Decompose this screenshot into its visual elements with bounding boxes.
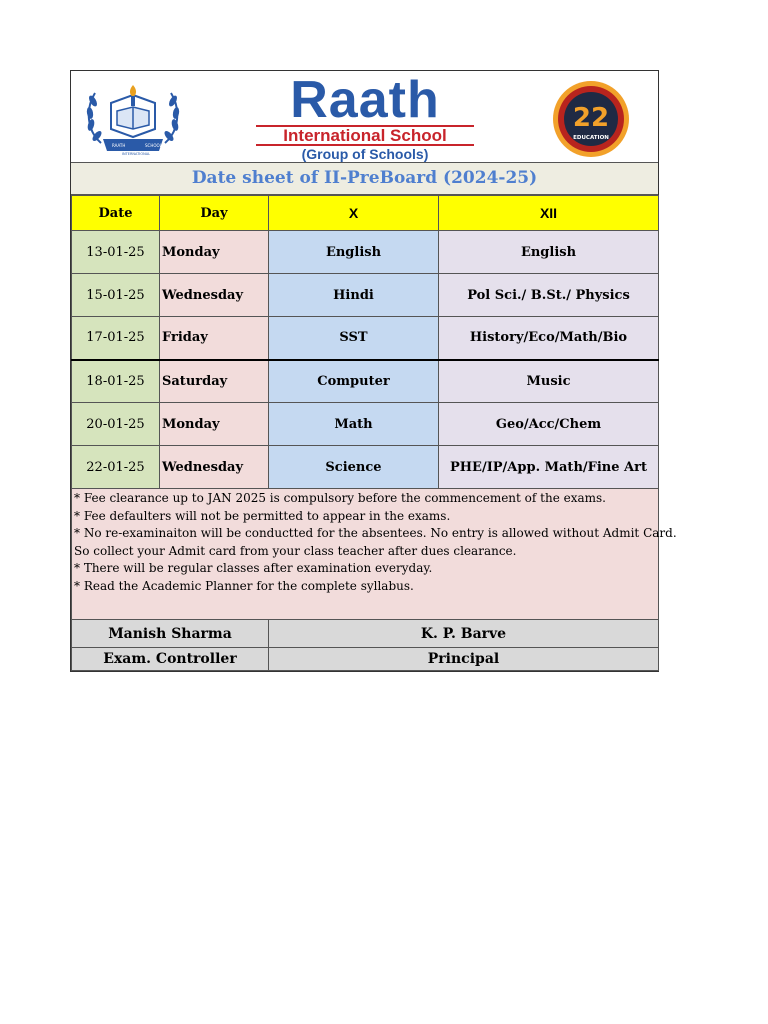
header-date: Date bbox=[72, 196, 160, 231]
table-row bbox=[72, 446, 659, 489]
header-class-xii: XII bbox=[439, 196, 659, 231]
header-class-x: X bbox=[269, 196, 439, 231]
school-subtitle: International School bbox=[256, 125, 474, 146]
row-date: 13-01-25 bbox=[72, 231, 160, 274]
exam-controller-role: Exam. Controller bbox=[72, 648, 269, 671]
row-subject-xii: Geo/Acc/Chem bbox=[439, 403, 659, 446]
row-date: 18-01-25 bbox=[72, 360, 160, 403]
row-date: 20-01-25 bbox=[72, 403, 160, 446]
exam-schedule-table bbox=[71, 195, 677, 671]
table-row bbox=[72, 403, 659, 446]
notes-row bbox=[72, 489, 659, 620]
row-day: Wednesday bbox=[160, 274, 269, 317]
note-line: So collect your Admit card from your class teacher after dues clearance. bbox=[74, 543, 517, 558]
signatory-roles-row bbox=[72, 648, 659, 671]
school-group: (Group of Schools) bbox=[301, 146, 429, 162]
school-name: Raath bbox=[290, 71, 440, 129]
row-day: Wednesday bbox=[160, 446, 269, 489]
row-date: 17-01-25 bbox=[72, 317, 160, 360]
school-crest-logo bbox=[81, 81, 185, 155]
note-line: * There will be regular classes after examination everyday. bbox=[74, 561, 433, 575]
row-subject-xii: History/Eco/Math/Bio bbox=[439, 317, 659, 360]
note-line: * Fee clearance up to JAN 2025 is compulsory before the commencement of the exams. bbox=[74, 491, 606, 505]
row-subject-x: English bbox=[269, 231, 439, 274]
row-day: Monday bbox=[160, 403, 269, 446]
school-brand bbox=[254, 71, 476, 162]
row-day: Friday bbox=[160, 317, 269, 360]
exam-controller-name: Manish Sharma bbox=[72, 620, 269, 648]
crest-text-school: SCHOOL bbox=[145, 143, 162, 148]
table-row bbox=[72, 360, 659, 403]
table-row bbox=[72, 231, 659, 274]
row-date: 15-01-25 bbox=[72, 274, 160, 317]
crest-text-international: INTERNATIONAL bbox=[122, 152, 151, 155]
note-line: * Read the Academic Planner for the complete syllabus. bbox=[74, 578, 414, 593]
date-sheet-title: Date sheet of II-PreBoard (2024-25) bbox=[71, 163, 658, 195]
anniversary-badge bbox=[547, 79, 635, 159]
table-row bbox=[72, 317, 659, 360]
row-date: 22-01-25 bbox=[72, 446, 160, 489]
row-subject-xii: English bbox=[439, 231, 659, 274]
note-line: * No re-examinaiton will be conductted for the absentees. No entry is allowed without Admit Card. bbox=[74, 526, 677, 540]
exam-instructions bbox=[72, 489, 677, 620]
date-sheet bbox=[70, 70, 677, 672]
note-line: * Fee defaulters will not be permitted to appear in the exams. bbox=[74, 508, 451, 523]
row-subject-x: Computer bbox=[269, 360, 439, 403]
row-subject-xii: Music bbox=[439, 360, 659, 403]
principal-name: K. P. Barve bbox=[269, 620, 659, 648]
row-subject-x: Math bbox=[269, 403, 439, 446]
signatory-names-row bbox=[72, 620, 659, 648]
badge-caption: EDUCATION bbox=[573, 135, 609, 141]
row-subject-x: Science bbox=[269, 446, 439, 489]
header-day: Day bbox=[160, 196, 269, 231]
crest-text-raath: RAATH bbox=[112, 143, 126, 148]
principal-role: Principal bbox=[269, 648, 659, 671]
row-subject-x: Hindi bbox=[269, 274, 439, 317]
row-day: Saturday bbox=[160, 360, 269, 403]
badge-number: 22 bbox=[572, 103, 610, 133]
table-header-row bbox=[72, 196, 659, 231]
row-subject-x: SST bbox=[269, 317, 439, 360]
row-subject-xii: Pol Sci./ B.St./ Physics bbox=[439, 274, 659, 317]
table-row bbox=[72, 274, 659, 317]
row-day: Monday bbox=[160, 231, 269, 274]
school-banner bbox=[71, 71, 658, 163]
row-subject-xii: PHE/IP/App. Math/Fine Art bbox=[439, 446, 659, 489]
